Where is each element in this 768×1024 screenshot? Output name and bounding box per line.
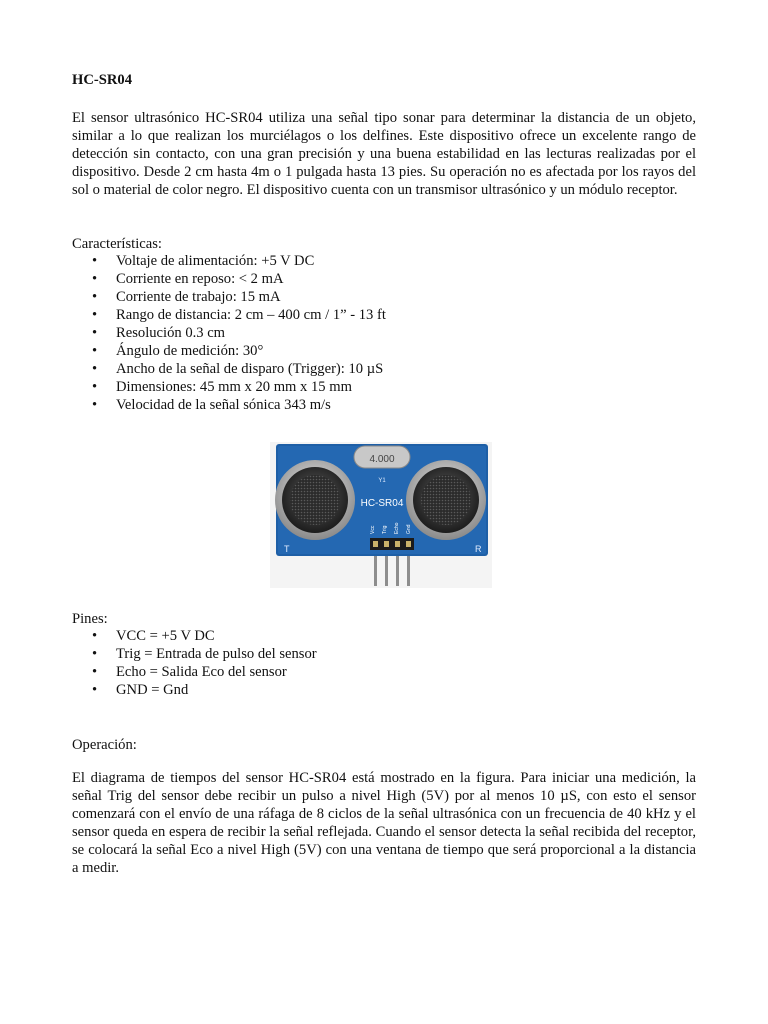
- list-item: • GND = Gnd: [72, 681, 672, 699]
- intro-paragraph: El sensor ultrasónico HC-SR04 utiliza una señal tipo sonar para determinar la distancia de un objeto, similar a lo que realizan los murciélagos o los delfines. Este dispositivo ofrece un excelente rango de detección sin contacto, con una gran precisión y una buena estabilidad en las lecturas realizadas por el dispositivo. Desde 2 cm hasta 4m o 1 pulgada hasta 13 pies. Su operación no es afectada por los rayos del sol o material de color negro. El dispositivo cuenta con un transmisor ultrasónico y un módulo receptor.: [72, 110, 696, 198]
- list-item: • VCC = +5 V DC: [72, 627, 672, 645]
- board-label: HC-SR04: [360, 498, 404, 509]
- pin-label-echo: Echo: [394, 522, 400, 534]
- sensor-figure: [270, 442, 492, 588]
- pins-label: Pines:: [72, 611, 108, 627]
- list-item: • Corriente de trabajo: 15 mA: [72, 288, 672, 306]
- pin-label-vcc: Vcc: [370, 525, 376, 534]
- t-label: T: [284, 544, 290, 554]
- y1-label: Y1: [378, 478, 386, 484]
- operation-paragraph: El diagrama de tiempos del sensor HC-SR04 está mostrado en la figura. Para iniciar una medición, la señal Trig del sensor debe recibir un pulso a nivel High (5V) por al menos 10 µS, con esto el sensor comenzará con el envío de una ráfaga de 8 ciclos de la señal ultrasónica con un frecuencia de 40 kHz y el sensor queda en espera de recibir la señal reflejada. Cuando el sensor detecta la señal recibida del receptor, se colocará la señal Eco a nivel High (5V) con una ventana de tiempo que será proporcional a la distancia a medir.: [72, 770, 696, 876]
- operation-label: Operación:: [72, 737, 137, 753]
- crystal-label: 4.000: [369, 454, 395, 465]
- hc-sr04-board-image: [270, 442, 492, 588]
- list-item: • Dimensiones: 45 mm x 20 mm x 15 mm: [72, 378, 672, 396]
- list-item: • Voltaje de alimentación: +5 V DC: [72, 252, 672, 270]
- r-label: R: [475, 544, 482, 554]
- features-label: Características:: [72, 236, 162, 252]
- list-item: • Rango de distancia: 2 cm – 400 cm / 1” - 13 ft: [72, 306, 672, 324]
- document-title: HC-SR04: [72, 72, 132, 88]
- list-item: • Echo = Salida Eco del sensor: [72, 663, 672, 681]
- list-item: • Ángulo de medición: 30°: [72, 342, 672, 360]
- list-item: • Ancho de la señal de disparo (Trigger): 10 µS: [72, 360, 672, 378]
- list-item: • Corriente en reposo: < 2 mA: [72, 270, 672, 288]
- pin-label-trig: Trig: [382, 525, 388, 534]
- features-list: [72, 252, 672, 414]
- pins-list: [72, 627, 672, 699]
- pin-label-gnd: Gnd: [406, 524, 412, 534]
- list-item: • Resolución 0.3 cm: [72, 324, 672, 342]
- list-item: • Trig = Entrada de pulso del sensor: [72, 645, 672, 663]
- list-item: • Velocidad de la señal sónica 343 m/s: [72, 396, 672, 414]
